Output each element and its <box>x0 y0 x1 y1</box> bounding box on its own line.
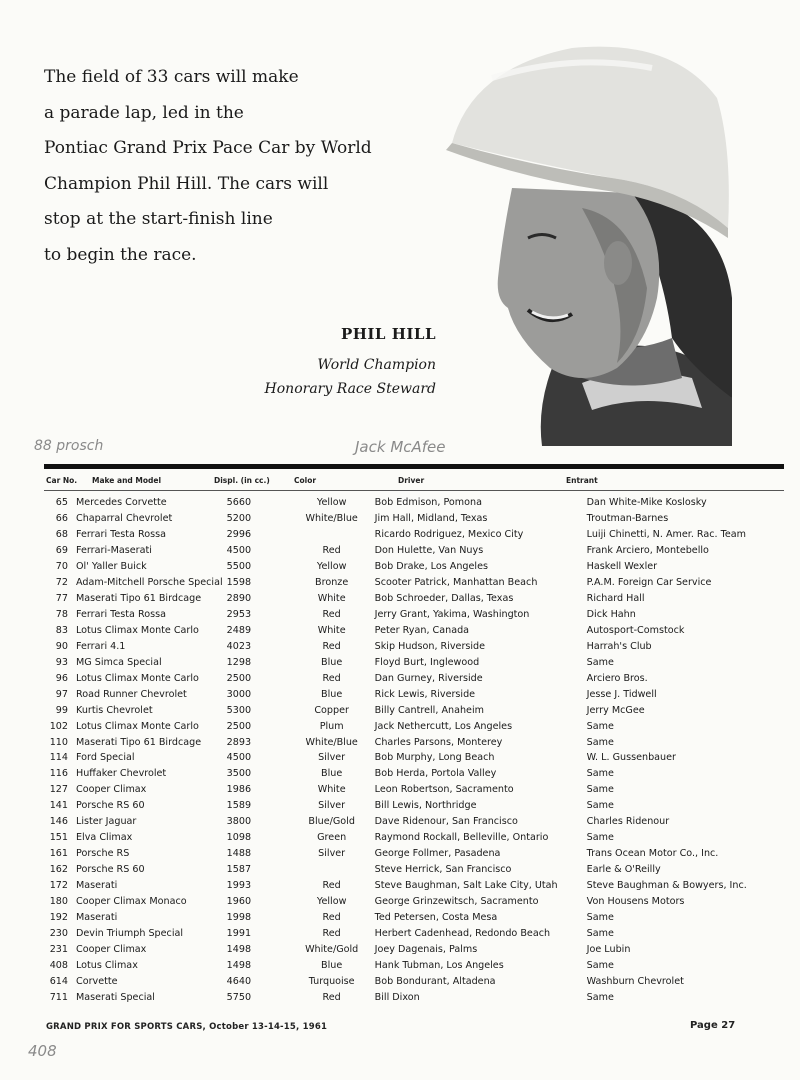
table-row <box>44 814 784 830</box>
entrant-name: Dick Hahn <box>586 609 636 621</box>
car-color <box>299 862 365 878</box>
make-and-model: Cooper Climax <box>76 943 147 955</box>
make-and-model: Ferrari 4.1 <box>76 640 126 652</box>
car-color: Copper <box>314 704 349 716</box>
displacement: 2489 <box>226 624 252 636</box>
make-and-model: Corvette <box>76 975 118 987</box>
make-and-model: Maserati Tipo 61 Birdcage <box>76 593 202 605</box>
table-row <box>44 686 784 702</box>
driver-name: Rick Lewis, Riverside <box>374 688 476 700</box>
make-and-model: Lotus Climax Monte Carlo <box>76 720 199 732</box>
make-and-model: Porsche RS <box>76 848 130 860</box>
car-number: 96 <box>55 672 68 684</box>
make-and-model: Lotus Climax Monte Carlo <box>76 672 199 684</box>
car-number: 97 <box>55 688 68 700</box>
table-header-rule <box>44 490 784 491</box>
displacement: 2893 <box>226 736 252 748</box>
displacement: 1298 <box>226 656 252 668</box>
entrant-name: Harrah's Club <box>586 640 652 652</box>
car-color <box>299 527 365 543</box>
entrant-name: Frank Arciero, Montebello <box>586 545 709 557</box>
car-color: Red <box>322 672 341 684</box>
driver-name: Herbert Cadenhead, Redondo Beach <box>374 927 551 939</box>
displacement: 1986 <box>226 784 252 796</box>
car-number: 162 <box>49 864 68 876</box>
driver-name: Steve Herrick, San Francisco <box>374 864 512 876</box>
displacement: 1488 <box>226 848 252 860</box>
car-color: Blue <box>321 688 343 700</box>
table-row <box>44 670 784 686</box>
make-and-model: Ford Special <box>76 752 135 764</box>
table-row <box>44 957 784 973</box>
table-row <box>44 989 784 1005</box>
make-and-model: Ferrari Testa Rossa <box>76 529 166 541</box>
entrant-name: Autosport-Comstock <box>586 624 685 636</box>
car-color: Silver <box>318 752 346 764</box>
car-color: White <box>317 593 346 605</box>
entrant-name: Same <box>586 656 614 668</box>
entrant-name: Same <box>586 784 614 796</box>
car-color: Red <box>322 545 341 557</box>
make-and-model: Maserati Special <box>76 991 155 1003</box>
header-color: Color <box>294 476 317 485</box>
table-row <box>44 909 784 925</box>
entrant-name: Same <box>586 800 614 812</box>
make-and-model: Cooper Climax <box>76 784 147 796</box>
displacement: 3800 <box>226 816 252 828</box>
car-color: Yellow <box>316 497 347 509</box>
table-row <box>44 830 784 846</box>
table-row <box>44 527 784 543</box>
page-number: Page 27 <box>690 1020 736 1031</box>
displacement: 5300 <box>226 704 252 716</box>
make-and-model: Kurtis Chevrolet <box>76 704 153 716</box>
entrant-name: Same <box>586 911 614 923</box>
table-row <box>44 878 784 894</box>
car-number: 110 <box>49 736 68 748</box>
handwritten-note: 88 prosch <box>34 438 104 454</box>
car-number: 141 <box>49 800 68 812</box>
car-number: 116 <box>49 768 68 780</box>
entrant-name: Trans Ocean Motor Co., Inc. <box>586 848 719 860</box>
car-color: Red <box>322 640 341 652</box>
make-and-model: MG Simca Special <box>76 656 162 668</box>
driver-name: Bob Schroeder, Dallas, Texas <box>374 593 514 605</box>
table-row <box>44 862 784 878</box>
entrant-name: P.A.M. Foreign Car Service <box>586 577 712 589</box>
car-color: White/Blue <box>305 736 358 748</box>
intro-line: The field of 33 cars will make <box>44 67 299 87</box>
make-and-model: Elva Climax <box>76 832 133 844</box>
displacement: 4023 <box>226 640 252 652</box>
entrant-name: Steve Baughman & Bowyers, Inc. <box>586 879 747 891</box>
entrant-name: Troutman-Barnes <box>586 513 669 525</box>
entrant-name: Dan White-Mike Koslosky <box>586 497 707 509</box>
displacement: 3000 <box>226 688 252 700</box>
driver-name: Bob Edmison, Pomona <box>374 497 482 509</box>
driver-name: Jerry Grant, Yakima, Washington <box>374 609 530 621</box>
driver-name: Dave Ridenour, San Francisco <box>374 816 518 828</box>
table-row <box>44 766 784 782</box>
car-color: Yellow <box>316 561 347 573</box>
car-number: 83 <box>55 624 68 636</box>
car-number: 192 <box>49 911 68 923</box>
displacement: 1598 <box>226 577 252 589</box>
make-and-model: Maserati <box>76 879 118 891</box>
entrant-name: Same <box>586 959 614 971</box>
table-row <box>44 973 784 989</box>
driver-name: Bill Lewis, Northridge <box>374 800 477 812</box>
car-color: Blue <box>321 656 343 668</box>
header-driver: Driver <box>398 476 425 485</box>
displacement: 1587 <box>226 864 252 876</box>
portrait-photo <box>432 38 732 446</box>
entrant-name: Washburn Chevrolet <box>586 975 684 987</box>
displacement: 5500 <box>226 561 252 573</box>
entrant-name: Richard Hall <box>586 593 645 605</box>
driver-name: Skip Hudson, Riverside <box>374 640 486 652</box>
driver-name: Billy Cantrell, Anaheim <box>374 704 484 716</box>
driver-name: Charles Parsons, Monterey <box>374 736 503 748</box>
make-and-model: Porsche RS 60 <box>76 864 145 876</box>
displacement: 3500 <box>226 768 252 780</box>
header-make: Make and Model <box>92 476 162 485</box>
table-row <box>44 654 784 670</box>
car-number: 230 <box>49 927 68 939</box>
car-color: White/Blue <box>305 513 358 525</box>
displacement: 4500 <box>226 545 252 557</box>
car-number: 102 <box>49 720 68 732</box>
car-number: 65 <box>55 497 68 509</box>
entrant-name: Same <box>586 991 614 1003</box>
handwritten-note: 408 <box>28 1042 57 1060</box>
driver-name: Bob Herda, Portola Valley <box>374 768 497 780</box>
entrant-name: Same <box>586 927 614 939</box>
header-car-no: Car No. <box>46 476 78 485</box>
intro-line: Pontiac Grand Prix Pace Car by World <box>44 138 372 158</box>
displacement: 1993 <box>226 879 252 891</box>
car-color: White/Gold <box>305 943 359 955</box>
driver-name: Jim Hall, Midland, Texas <box>374 513 488 525</box>
table-top-rule <box>44 464 784 469</box>
driver-name: Scooter Patrick, Manhattan Beach <box>374 577 538 589</box>
car-color: Red <box>322 991 341 1003</box>
table-row <box>44 941 784 957</box>
car-number: 78 <box>55 609 68 621</box>
driver-name: Dan Gurney, Riverside <box>374 672 483 684</box>
displacement: 1991 <box>226 927 252 939</box>
car-number: 180 <box>49 895 68 907</box>
car-number: 72 <box>55 577 68 589</box>
make-and-model: Mercedes Corvette <box>76 497 167 509</box>
driver-name: Ted Petersen, Costa Mesa <box>374 911 498 923</box>
car-color: Bronze <box>315 577 349 589</box>
table-row <box>44 702 784 718</box>
car-number: 127 <box>49 784 68 796</box>
header-displ: Displ. (in cc.) <box>214 476 270 485</box>
table-row <box>44 623 784 639</box>
driver-name: Raymond Rockall, Belleville, Ontario <box>374 832 549 844</box>
intro-line: Champion Phil Hill. The cars will <box>44 173 329 194</box>
displacement: 2890 <box>226 593 252 605</box>
table-row <box>44 750 784 766</box>
table-row <box>44 575 784 591</box>
car-color: Red <box>322 927 341 939</box>
make-and-model: Cooper Climax Monaco <box>76 895 187 907</box>
car-number: 146 <box>49 816 68 828</box>
driver-name: Don Hulette, Van Nuys <box>374 545 484 557</box>
car-number: 90 <box>55 640 68 652</box>
table-row <box>44 607 784 623</box>
displacement: 1098 <box>226 832 252 844</box>
car-number: 70 <box>55 561 68 573</box>
table-row <box>44 543 784 559</box>
driver-name: Bob Bondurant, Altadena <box>374 975 496 987</box>
table-row <box>44 846 784 862</box>
displacement: 2996 <box>226 529 252 541</box>
car-number: 93 <box>55 656 68 668</box>
car-color: Silver <box>318 848 346 860</box>
table-row <box>44 893 784 909</box>
make-and-model: Lotus Climax Monte Carlo <box>76 624 199 636</box>
driver-name: Ricardo Rodriguez, Mexico City <box>374 529 524 541</box>
make-and-model: Road Runner Chevrolet <box>76 688 187 700</box>
handwritten-note: Jack McAfee <box>355 438 446 456</box>
make-and-model: Lotus Climax <box>76 959 138 971</box>
driver-name: Hank Tubman, Los Angeles <box>374 959 504 971</box>
car-color: White <box>317 784 346 796</box>
car-color: Plum <box>319 720 344 732</box>
entrant-name: Luiji Chinetti, N. Amer. Rac. Team <box>586 529 746 541</box>
car-number: 151 <box>49 832 68 844</box>
entrant-name: Same <box>586 768 614 780</box>
displacement: 2953 <box>226 609 252 621</box>
driver-name: Bill Dixon <box>374 991 420 1003</box>
driver-name: George Follmer, Pasadena <box>374 848 501 860</box>
intro-paragraph <box>44 60 404 273</box>
displacement: 5200 <box>226 513 252 525</box>
make-and-model: Maserati <box>76 911 118 923</box>
entrant-name: W. L. Gussenbauer <box>586 752 676 764</box>
make-and-model: Lister Jaguar <box>76 816 137 828</box>
driver-name: Leon Robertson, Sacramento <box>374 784 514 796</box>
car-color: Blue <box>321 959 343 971</box>
header-entrant: Entrant <box>566 476 598 485</box>
driver-name: Floyd Burt, Inglewood <box>374 656 480 668</box>
car-number: 614 <box>49 975 68 987</box>
driver-name: Peter Ryan, Canada <box>374 624 470 636</box>
intro-line: to begin the race. <box>44 244 197 265</box>
car-number: 172 <box>49 879 68 891</box>
displacement: 2500 <box>226 672 252 684</box>
make-and-model: Huffaker Chevrolet <box>76 768 167 780</box>
make-and-model: Devin Triumph Special <box>76 927 184 939</box>
entry-list-table <box>44 495 784 1005</box>
make-and-model: Porsche RS 60 <box>76 800 145 812</box>
table-row <box>44 495 784 511</box>
car-color: Blue <box>321 768 343 780</box>
table-row <box>44 734 784 750</box>
car-color: Red <box>322 609 341 621</box>
make-and-model: Maserati Tipo 61 Birdcage <box>76 736 202 748</box>
caption-role: Honorary Race Steward <box>264 381 436 397</box>
entrant-name: Charles Ridenour <box>586 816 670 828</box>
car-color: Silver <box>318 800 346 812</box>
car-number: 408 <box>49 959 68 971</box>
entrant-name: Arciero Bros. <box>586 672 648 684</box>
caption-title: World Champion <box>317 357 436 373</box>
make-and-model: Ol' Yaller Buick <box>76 561 147 573</box>
table-row <box>44 798 784 814</box>
displacement: 2500 <box>226 720 252 732</box>
entrant-name: Von Housens Motors <box>586 895 685 907</box>
table-row <box>44 511 784 527</box>
make-and-model: Ferrari-Maserati <box>76 545 152 557</box>
entrant-name: Same <box>586 832 614 844</box>
car-number: 114 <box>49 752 68 764</box>
driver-name: Bob Murphy, Long Beach <box>374 752 495 764</box>
car-color: Blue/Gold <box>308 816 355 828</box>
car-color: Red <box>322 879 341 891</box>
car-color: Red <box>322 911 341 923</box>
make-and-model: Adam-Mitchell Porsche Special <box>76 577 223 589</box>
driver-name: Jack Nethercutt, Los Angeles <box>374 720 513 732</box>
car-color: Green <box>317 832 347 844</box>
table-row <box>44 925 784 941</box>
car-number: 231 <box>49 943 68 955</box>
car-number: 711 <box>49 991 68 1003</box>
entrant-name: Haskell Wexler <box>586 561 658 573</box>
intro-line: a parade lap, led in the <box>44 102 244 123</box>
car-number: 77 <box>55 593 68 605</box>
table-row <box>44 559 784 575</box>
displacement: 1998 <box>226 911 252 923</box>
entrant-name: Jerry McGee <box>586 704 645 716</box>
displacement: 4500 <box>226 752 252 764</box>
entrant-name: Joe Lubin <box>586 943 631 955</box>
displacement: 4640 <box>226 975 252 987</box>
table-row <box>44 718 784 734</box>
displacement: 5750 <box>226 991 252 1003</box>
displacement: 1498 <box>226 943 252 955</box>
driver-name: Bob Drake, Los Angeles <box>374 561 488 573</box>
displacement: 1589 <box>226 800 252 812</box>
make-and-model: Chaparral Chevrolet <box>76 513 173 525</box>
caption-name: PHIL HILL <box>340 325 436 343</box>
car-number: 99 <box>55 704 68 716</box>
car-number: 161 <box>49 848 68 860</box>
car-number: 69 <box>55 545 68 557</box>
table-row <box>44 591 784 607</box>
intro-line: stop at the start-finish line <box>44 209 273 229</box>
table-row <box>44 782 784 798</box>
entry-list-body <box>44 495 784 1005</box>
car-color: White <box>317 624 346 636</box>
driver-name: Steve Baughman, Salt Lake City, Utah <box>374 879 558 891</box>
displacement: 1960 <box>226 895 252 907</box>
make-and-model: Ferrari Testa Rossa <box>76 609 166 621</box>
car-color: Yellow <box>316 895 347 907</box>
entrant-name: Earle & O'Reilly <box>586 864 661 876</box>
car-number: 68 <box>55 529 68 541</box>
displacement: 5660 <box>226 497 252 509</box>
driver-name: George Grinzewitsch, Sacramento <box>374 895 539 907</box>
table-row <box>44 638 784 654</box>
entrant-name: Same <box>586 736 614 748</box>
car-color: Turquoise <box>308 975 355 987</box>
displacement: 1498 <box>226 959 252 971</box>
footer-publication: GRAND PRIX FOR SPORTS CARS, October 13-14-15, 1961 <box>46 1022 328 1032</box>
entrant-name: Same <box>586 720 614 732</box>
driver-name: Joey Dagenais, Palms <box>374 943 478 955</box>
entrant-name: Jesse J. Tidwell <box>586 688 657 700</box>
car-number: 66 <box>55 513 68 525</box>
